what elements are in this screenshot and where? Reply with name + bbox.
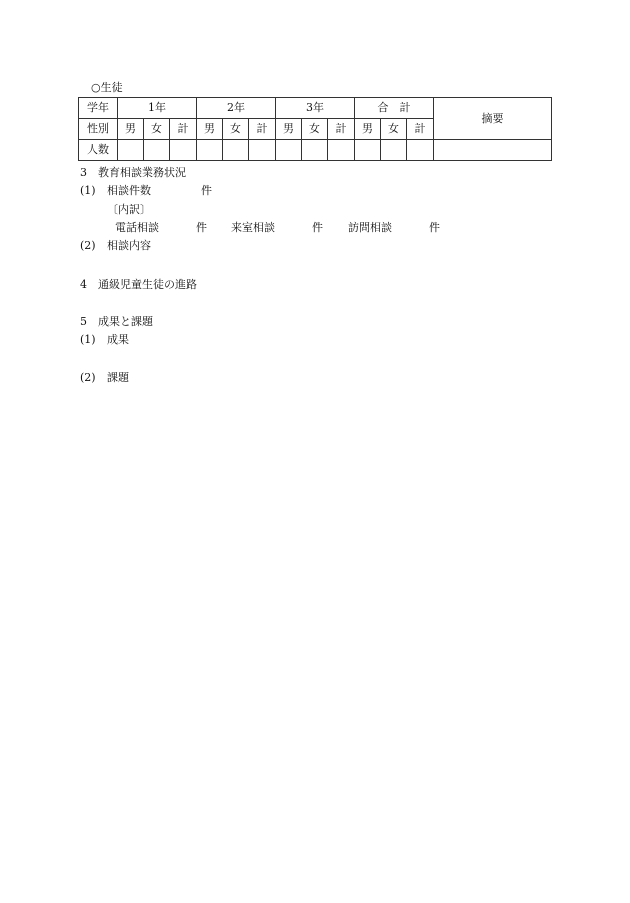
results-label: 成果 <box>107 333 129 346</box>
gender-female-cell: 女 <box>381 119 407 140</box>
count-cell[interactable] <box>407 140 434 161</box>
count-cell[interactable] <box>170 140 197 161</box>
count-cell[interactable] <box>197 140 223 161</box>
phone-consultation-unit: 件 <box>196 221 207 234</box>
grade-2-header: 2年 <box>197 98 276 119</box>
gender-male-cell: 男 <box>118 119 144 140</box>
summary-cell[interactable] <box>434 140 552 161</box>
gender-total-cell: 計 <box>170 119 197 140</box>
student-count-table <box>78 97 552 161</box>
count-row <box>79 140 552 161</box>
item-1-number: (1) <box>80 184 96 197</box>
count-cell[interactable] <box>381 140 407 161</box>
home-visit-unit: 件 <box>429 221 440 234</box>
grade-header: 学年 <box>79 98 118 119</box>
section-5-title: 5 成果と課題 <box>80 315 153 328</box>
issues-label: 課題 <box>107 371 129 384</box>
home-visit-label: 訪問相談 <box>348 221 392 234</box>
gender-male-cell: 男 <box>355 119 381 140</box>
gender-female-cell: 女 <box>302 119 328 140</box>
gender-female-cell: 女 <box>144 119 170 140</box>
phone-consultation-label: 電話相談 <box>115 221 159 234</box>
section-4-title: 4 通級児童生徒の進路 <box>80 278 197 291</box>
count-cell[interactable] <box>249 140 276 161</box>
count-cell[interactable] <box>223 140 249 161</box>
gender-header: 性別 <box>79 119 118 140</box>
office-visit-label: 来室相談 <box>231 221 275 234</box>
students-heading: ○生徒 <box>91 81 123 94</box>
grade-row <box>79 98 552 119</box>
gender-male-cell: 男 <box>197 119 223 140</box>
gender-total-cell: 計 <box>328 119 355 140</box>
total-header: 合 計 <box>355 98 434 119</box>
count-cell[interactable] <box>302 140 328 161</box>
count-cell[interactable] <box>328 140 355 161</box>
count-cell[interactable] <box>276 140 302 161</box>
count-header: 人数 <box>79 140 118 161</box>
item-2-number: (2) <box>80 239 96 252</box>
consultation-count-label: 相談件数 <box>107 184 151 197</box>
gender-total-cell: 計 <box>249 119 276 140</box>
consultation-content-label: 相談内容 <box>107 239 151 252</box>
gender-total-cell: 計 <box>407 119 434 140</box>
item-1-number: (1) <box>80 333 96 346</box>
grade-1-header: 1年 <box>118 98 197 119</box>
item-2-number: (2) <box>80 371 96 384</box>
office-visit-unit: 件 <box>312 221 323 234</box>
gender-male-cell: 男 <box>276 119 302 140</box>
count-cell[interactable] <box>355 140 381 161</box>
summary-header: 摘要 <box>434 98 552 140</box>
breakdown-label: 〔内訳〕 <box>107 203 151 216</box>
consultation-count-unit: 件 <box>201 184 212 197</box>
section-3-title: 3 教育相談業務状況 <box>80 166 186 179</box>
count-cell[interactable] <box>118 140 144 161</box>
count-cell[interactable] <box>144 140 170 161</box>
gender-female-cell: 女 <box>223 119 249 140</box>
grade-3-header: 3年 <box>276 98 355 119</box>
